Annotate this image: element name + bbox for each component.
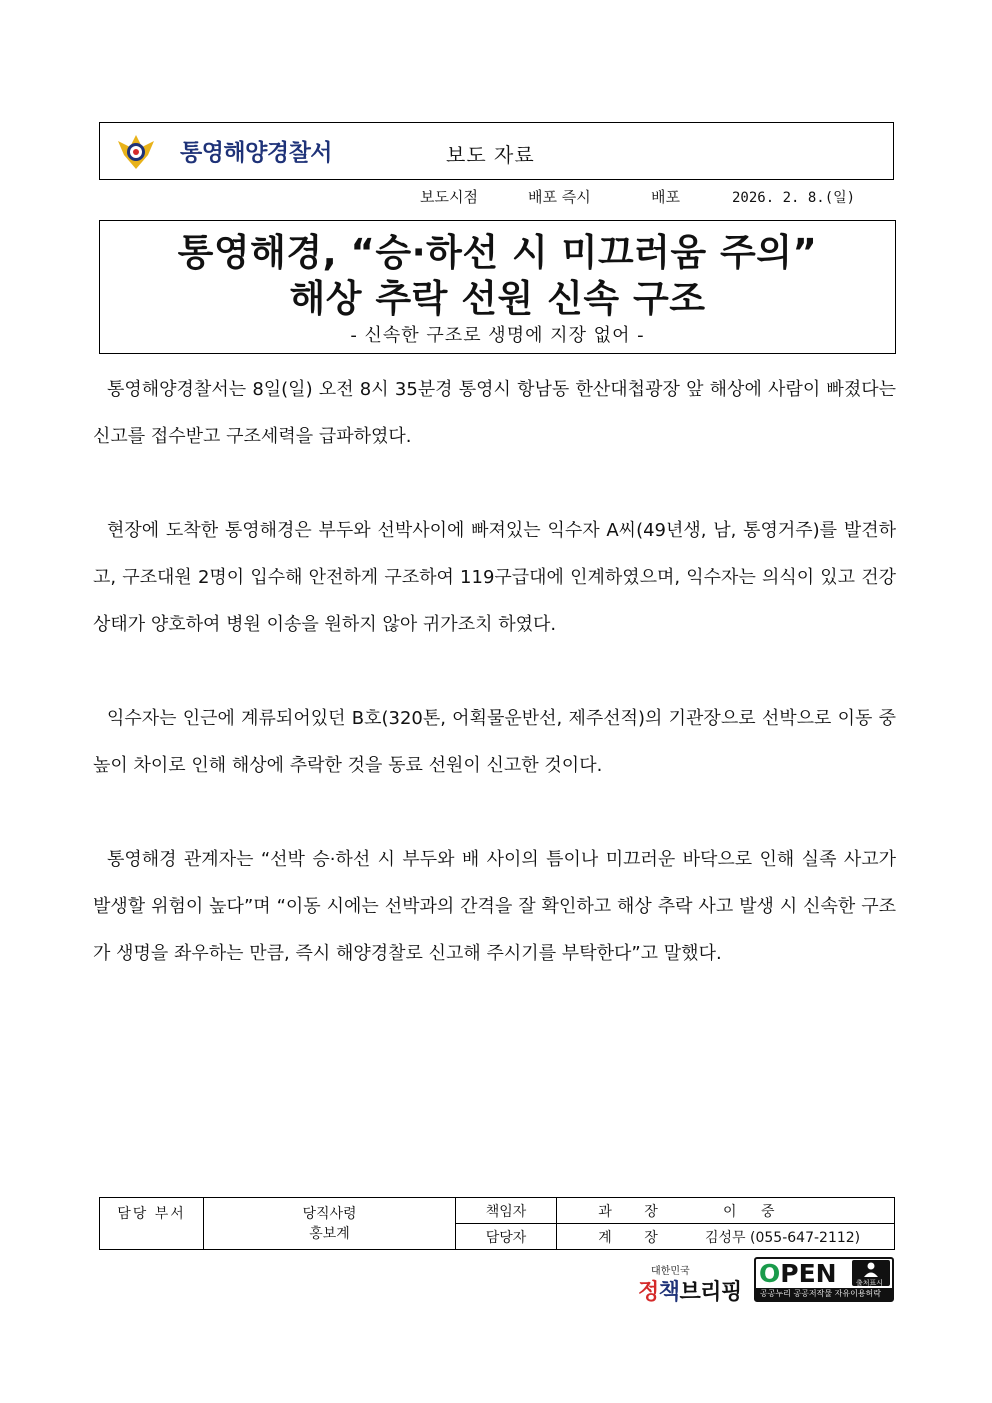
department-line-2: 홍보계 bbox=[309, 1225, 350, 1242]
attribution-text: 출처표시 bbox=[856, 1279, 884, 1287]
department-cell bbox=[204, 1198, 456, 1250]
manager-cell bbox=[557, 1224, 895, 1250]
responsible-label: 책임자 bbox=[456, 1198, 557, 1224]
manager-label: 담당자 bbox=[456, 1224, 557, 1250]
contact-table bbox=[99, 1197, 895, 1250]
paragraph-1: 통영해양경찰서는 8일(일) 오전 8시 35분경 통영시 항남동 한산대첩광장 앞 해상에 사람이 빠졌다는 신고를 접수받고 구조세력을 급파하였다. bbox=[93, 379, 896, 447]
manager-role: 계 장 bbox=[598, 1229, 672, 1246]
release-time-value: 배포 즉시 bbox=[528, 188, 591, 206]
paragraph-3: 익수자는 인근에 계류되어있던 B호(320톤, 어획물운반선, 제주선적)의 기관장으로 선박으로 이동 중 높이 차이로 인해 해상에 추락한 것을 동료 선원이 신고한 것이다. bbox=[93, 708, 896, 776]
article-body bbox=[93, 366, 896, 977]
department-label: 담당 부서 bbox=[100, 1198, 204, 1250]
briefing-logo-small-text: 대한민국 bbox=[651, 1266, 690, 1277]
headline-line-1: 통영해경, “승·하선 시 미끄러움 주의” bbox=[177, 231, 818, 274]
release-time-label: 보도시점 bbox=[420, 188, 478, 206]
distribution-date: 2026. 2. 8.(일) bbox=[732, 190, 856, 206]
open-logo-text: OPEN bbox=[759, 1259, 837, 1288]
open-license-text: 공공누리 공공저작물 자유이용허락 bbox=[760, 1289, 882, 1298]
responsible-role: 과 장 bbox=[598, 1203, 672, 1220]
distribution-label: 배포 bbox=[651, 188, 680, 206]
department-line-1: 당직사령 bbox=[302, 1205, 357, 1222]
agency-name: 통영해양경찰서 bbox=[180, 140, 333, 166]
subheadline: - 신속한 구조로 생명에 지장 없어 - bbox=[350, 325, 645, 346]
document-type: 보도 자료 bbox=[446, 143, 535, 167]
manager-name: 김성무 (055-647-2112) bbox=[705, 1229, 861, 1246]
paragraph-2: 현장에 도착한 통영해경은 부두와 선박사이에 빠져있는 익수자 A씨(49년생, 남, 통영거주)를 발견하고, 구조대원 2명이 입수해 안전하게 구조하여 119구급대에 인계하였으며, 익수자는 의식이 있고 건강상태가 양호하여 병원 이송을 원하지 않아 귀가조치 하였다. bbox=[93, 520, 896, 635]
coast-guard-emblem-icon bbox=[116, 131, 156, 171]
headline-line-2: 해상 추락 선원 신속 구조 bbox=[289, 277, 706, 320]
policy-briefing-logo: 정책브리핑 bbox=[638, 1280, 742, 1305]
responsible-name: 이 중 bbox=[723, 1203, 785, 1220]
person-icon bbox=[852, 1260, 890, 1278]
responsible-cell bbox=[557, 1198, 895, 1224]
paragraph-4: 통영해경 관계자는 “선박 승·하선 시 부두와 배 사이의 틈이나 미끄러운 바닥으로 인해 실족 사고가 발생할 위험이 높다”며 “이동 시에는 선박과의 간격을 잘 확인하고 해상 추락 사고 발생 시 신속한 구조가 생명을 좌우하는 만큼, 즉시 해양경찰로 신고해 주시기를 부탁한다”고 말했다. bbox=[93, 849, 896, 964]
